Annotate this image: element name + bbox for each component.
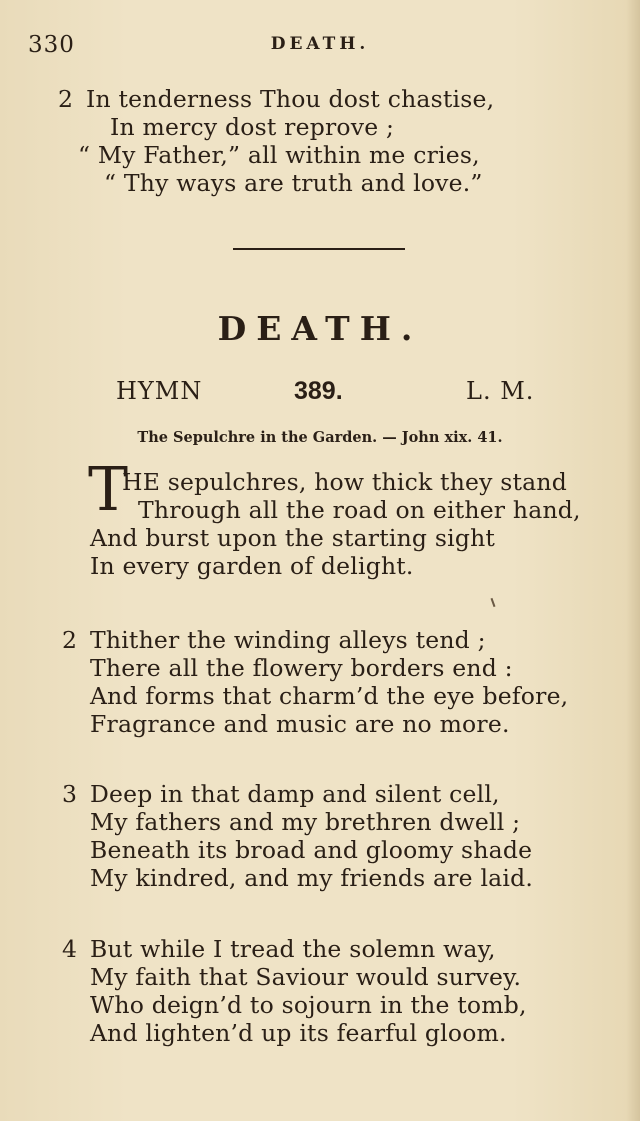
verse-line: Through all the road on either hand, bbox=[138, 496, 581, 524]
verse-line: My kindred, and my friends are laid. bbox=[90, 864, 533, 892]
verse-number: 2 bbox=[58, 85, 73, 113]
verse-number: 2 bbox=[62, 626, 77, 654]
section-divider bbox=[233, 248, 405, 250]
drop-cap: T bbox=[88, 455, 129, 525]
verse-line: Deep in that damp and silent cell, bbox=[90, 780, 500, 808]
running-title: DEATH. bbox=[270, 34, 370, 54]
verse-line: Fragrance and music are no more. bbox=[90, 710, 510, 738]
verse-line: Thither the winding alleys tend ; bbox=[90, 626, 486, 654]
hymn-number: 389. bbox=[294, 377, 343, 405]
verse-line: In mercy dost reprove ; bbox=[110, 113, 395, 141]
hymn-label: HYMN bbox=[116, 377, 203, 405]
verse-line: And burst upon the starting sight bbox=[90, 524, 496, 552]
verse-line: But while I tread the solemn way, bbox=[90, 935, 496, 963]
verse-line: In tenderness Thou dost chastise, bbox=[86, 85, 495, 113]
verse-line: HE sepulchres, how thick they stand bbox=[122, 468, 567, 496]
verse-line: There all the flowery borders end : bbox=[90, 654, 513, 682]
verse-line: “ Thy ways are truth and love.” bbox=[104, 169, 483, 197]
hymn-subtitle: The Sepulchre in the Garden. — John xix. 41. bbox=[137, 429, 503, 446]
verse-line: Beneath its broad and gloomy shade bbox=[90, 836, 533, 864]
verse-line: And lighten’d up its fearful gloom. bbox=[90, 1019, 507, 1047]
verse-line: My faith that Saviour would survey. bbox=[90, 963, 522, 991]
verse-line: And forms that charm’d the eye before, bbox=[90, 682, 569, 710]
verse-number: 4 bbox=[62, 935, 77, 963]
verse-line: In every garden of delight. bbox=[90, 552, 414, 580]
verse-line: Who deign’d to sojourn in the tomb, bbox=[90, 991, 527, 1019]
verse-number: 3 bbox=[62, 780, 77, 808]
verse-line: “ My Father,” all within me cries, bbox=[78, 141, 480, 169]
verse-line: My fathers and my brethren dwell ; bbox=[90, 808, 521, 836]
page-edge-shadow bbox=[626, 0, 640, 1121]
page-number: 330 bbox=[28, 32, 75, 58]
hymn-meter: L. M. bbox=[466, 377, 535, 405]
section-title: DEATH. bbox=[217, 309, 423, 348]
